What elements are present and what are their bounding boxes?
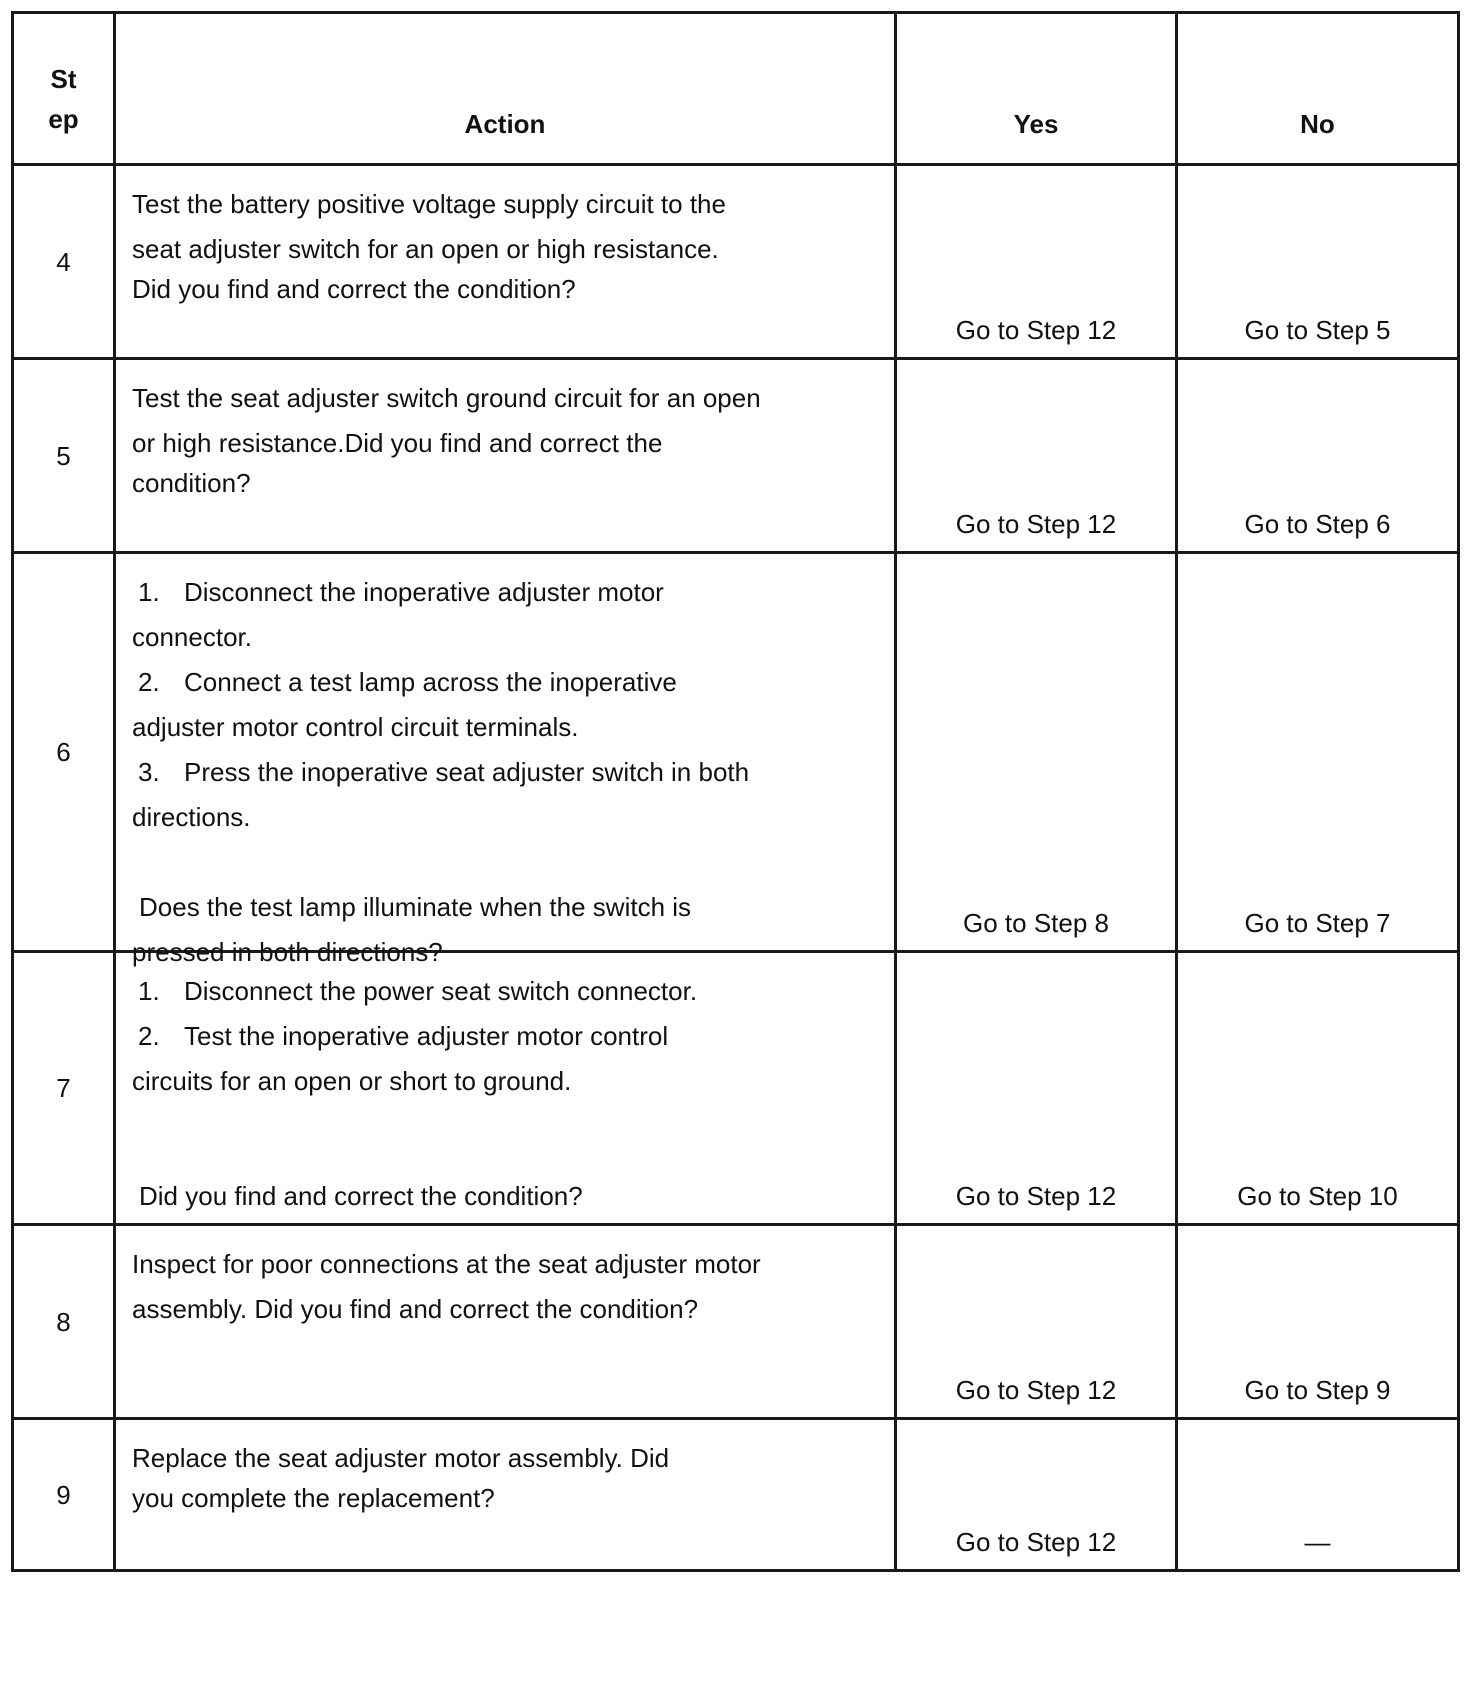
table-row [14,1223,1457,1417]
action-cell [116,554,897,967]
table-row [14,357,1457,551]
action-line: you complete the replacement? [132,1483,495,1513]
action-line: condition? [132,468,251,498]
header-step-line: St [50,63,77,94]
step-number: 4 [56,246,71,277]
list-item-text: Press the inoperative seat adjuster switch in both [184,757,750,787]
no-result: Go to Step 5 [1244,315,1391,345]
no-result: — [1304,1527,1331,1557]
action-line: circuits for an open or short to ground. [132,1066,572,1096]
action-line: Inspect for poor connections at the seat adjuster motor [132,1249,761,1279]
step-number-cell [14,360,116,551]
list-number: 2. [138,1021,160,1051]
no-cell [1178,953,1457,1223]
list-item-text: Disconnect the power seat switch connector. [184,976,698,1006]
action-line [132,570,878,615]
yes-result: Go to Step 8 [963,908,1109,938]
table-row [14,950,1457,1223]
header-action: Action [116,14,897,163]
no-result: Go to Step 7 [1244,908,1391,938]
action-line: Test the seat adjuster switch ground circuit for an open [132,383,761,413]
action-line: assembly. Did you find and correct the condition? [132,1294,699,1324]
yes-result: Go to Step 12 [955,1527,1117,1557]
yes-cell [897,1420,1178,1569]
yes-cell [897,360,1178,551]
action-line: Test the battery positive voltage supply circuit to the [132,189,726,219]
table-row [14,1417,1457,1569]
no-result: Go to Step 9 [1244,1375,1391,1405]
step-number-cell [14,166,116,357]
step-number: 6 [56,737,71,767]
table-row [14,163,1457,357]
action-cell [116,360,897,551]
table-header [14,14,1457,163]
list-item-text: Test the inoperative adjuster motor control [184,1021,669,1051]
list-number: 2. [138,667,160,697]
action-line [132,660,878,705]
step-number: 8 [56,1306,71,1337]
action-cell [116,953,897,1223]
question-line: Did you find and correct the condition? [139,1181,583,1211]
action-line: directions. [132,802,251,832]
list-item-text: Connect a test lamp across the inoperative [184,667,677,697]
list-number: 1. [138,577,160,607]
yes-cell [897,554,1178,950]
no-cell [1178,166,1457,357]
action-line: or high resistance.Did you find and correct the [132,428,663,458]
no-result: Go to Step 10 [1237,1181,1398,1211]
yes-cell [897,1226,1178,1417]
action-line [132,1014,878,1059]
no-cell [1178,554,1457,950]
step-number-cell [14,953,116,1223]
action-cell [116,1226,897,1417]
header-yes: Yes [897,14,1178,163]
step-number-cell [14,554,116,950]
yes-cell [897,166,1178,357]
list-number: 1. [138,976,160,1006]
yes-result: Go to Step 12 [955,315,1117,345]
header-no: No [1300,109,1335,139]
no-cell [1178,1420,1457,1569]
table-row [14,551,1457,967]
step-number-cell [14,1226,116,1417]
action-line [132,750,878,795]
action-line: connector. [132,622,252,652]
action-line: seat adjuster switch for an open or high resistance. [132,234,719,264]
yes-result: Go to Step 12 [955,1181,1117,1211]
yes-result: Go to Step 12 [955,1375,1117,1405]
step-number-cell [14,1420,116,1569]
no-cell [1178,1226,1457,1417]
yes-cell [897,953,1178,1223]
action-cell [116,166,897,357]
yes-result: Go to Step 12 [955,509,1117,539]
action-cell [116,1420,897,1569]
list-item-text: Disconnect the inoperative adjuster motor [184,577,664,607]
list-number: 3. [138,757,160,787]
action-line: adjuster motor control circuit terminals. [132,712,579,742]
header-step [14,14,116,163]
question-line: Does the test lamp illuminate when the switch is [139,892,692,922]
no-result: Go to Step 6 [1244,509,1391,539]
no-cell [1178,360,1457,551]
step-number: 7 [56,1073,71,1103]
step-number: 5 [56,440,71,471]
step-number: 9 [56,1479,71,1510]
action-line: Replace the seat adjuster motor assembly. Did [132,1443,670,1473]
action-line: Did you find and correct the condition? [132,274,576,304]
header-step-line: ep [48,103,79,134]
question-line: pressed in both directions? [132,937,443,967]
diagnostic-table [11,11,1460,1572]
action-line [132,969,878,1014]
